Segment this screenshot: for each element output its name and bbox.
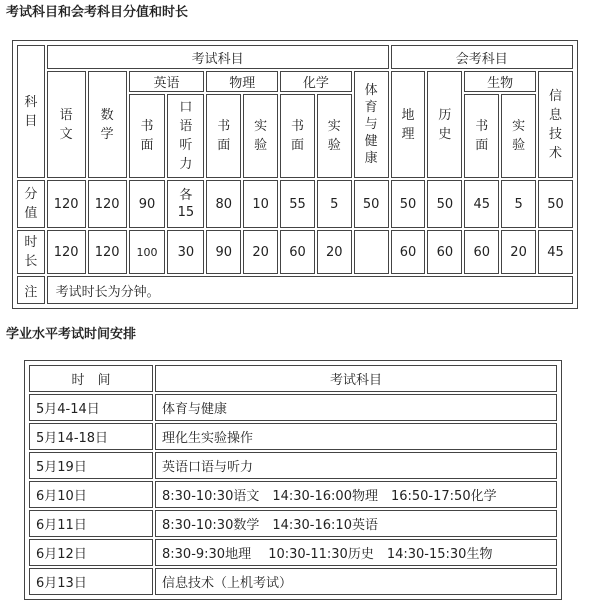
col-physics-written: 书 面 xyxy=(206,94,241,178)
row-label-note: 注 xyxy=(17,276,45,304)
duration-cell: 120 xyxy=(47,230,86,274)
schedule-header-time: 时 间 xyxy=(29,365,153,392)
schedule-subjects: 8:30-9:30地理 10:30-11:30历史 14:30-15:30生物 xyxy=(155,539,557,566)
schedule-subjects: 8:30-10:30语文 14:30-16:00物理 16:50-17:50化学 xyxy=(155,481,557,508)
schedule-date: 6月11日 xyxy=(29,510,153,537)
duration-cell: 60 xyxy=(280,230,315,274)
sub-physics: 物理 xyxy=(206,71,278,92)
col-pe: 体 育 与 健 康 xyxy=(354,71,389,178)
score-cell: 10 xyxy=(243,180,278,228)
score-cell: 55 xyxy=(280,180,315,228)
duration-cell: 20 xyxy=(243,230,278,274)
group-exam-subjects: 考试科目 xyxy=(47,45,389,69)
col-history: 历 史 xyxy=(427,71,462,178)
schedule-date: 5月14-18日 xyxy=(29,423,153,450)
col-english-oral: 口 语 听 力 xyxy=(167,94,204,178)
score-duration-table xyxy=(12,40,578,309)
schedule-subjects: 英语口语与听力 xyxy=(155,452,557,479)
schedule-subjects: 体育与健康 xyxy=(155,394,557,421)
schedule-date: 5月19日 xyxy=(29,452,153,479)
col-chinese: 语 文 xyxy=(47,71,86,178)
duration-cell: 20 xyxy=(501,230,536,274)
schedule-subjects: 信息技术（上机考试） xyxy=(155,568,557,595)
score-cell: 5 xyxy=(501,180,536,228)
duration-cell: 30 xyxy=(167,230,204,274)
col-chemistry-lab: 实 验 xyxy=(317,94,352,178)
schedule-date: 6月10日 xyxy=(29,481,153,508)
col-biology-lab: 实 验 xyxy=(501,94,536,178)
duration-cell: 60 xyxy=(464,230,499,274)
row-label-duration: 时 长 xyxy=(17,230,45,274)
duration-cell: 20 xyxy=(317,230,352,274)
col-physics-lab: 实 验 xyxy=(243,94,278,178)
duration-cell: 45 xyxy=(538,230,573,274)
score-cell: 50 xyxy=(391,180,426,228)
score-cell: 45 xyxy=(464,180,499,228)
score-cell: 50 xyxy=(427,180,462,228)
score-cell: 50 xyxy=(538,180,573,228)
duration-cell: 120 xyxy=(88,230,127,274)
duration-cell: 60 xyxy=(427,230,462,274)
schedule-subjects: 理化生实验操作 xyxy=(155,423,557,450)
col-math: 数 学 xyxy=(88,71,127,178)
col-it: 信 息 技 术 xyxy=(538,71,573,178)
duration-cell xyxy=(354,230,389,274)
section1-title: 考试科目和会考科目分值和时长 xyxy=(6,5,189,20)
col-biology-written: 书 面 xyxy=(464,94,499,178)
duration-cell: 100 xyxy=(129,230,166,274)
sub-chemistry: 化学 xyxy=(280,71,352,92)
col-chemistry-written: 书 面 xyxy=(280,94,315,178)
sub-biology: 生物 xyxy=(464,71,536,92)
sub-english: 英语 xyxy=(129,71,205,92)
duration-cell: 60 xyxy=(391,230,426,274)
schedule-date: 5月4-14日 xyxy=(29,394,153,421)
group-huikao-subjects: 会考科目 xyxy=(391,45,573,69)
schedule-subjects: 8:30-10:30数学 14:30-16:10英语 xyxy=(155,510,557,537)
score-cell: 90 xyxy=(129,180,166,228)
score-cell: 5 xyxy=(317,180,352,228)
row-label-score: 分 值 xyxy=(17,180,45,228)
score-cell: 120 xyxy=(47,180,86,228)
duration-cell: 90 xyxy=(206,230,241,274)
score-cell: 各 15 xyxy=(167,180,204,228)
row-label-subject: 科 目 xyxy=(17,45,45,178)
col-geography: 地 理 xyxy=(391,71,426,178)
schedule-table xyxy=(24,360,562,600)
section2-title: 学业水平考试时间安排 xyxy=(6,327,137,342)
note-text: 考试时长为分钟。 xyxy=(47,276,573,304)
col-english-written: 书 面 xyxy=(129,94,166,178)
score-cell: 80 xyxy=(206,180,241,228)
score-cell: 120 xyxy=(88,180,127,228)
schedule-date: 6月12日 xyxy=(29,539,153,566)
schedule-date: 6月13日 xyxy=(29,568,153,595)
schedule-header-subject: 考试科目 xyxy=(155,365,557,392)
score-cell: 50 xyxy=(354,180,389,228)
